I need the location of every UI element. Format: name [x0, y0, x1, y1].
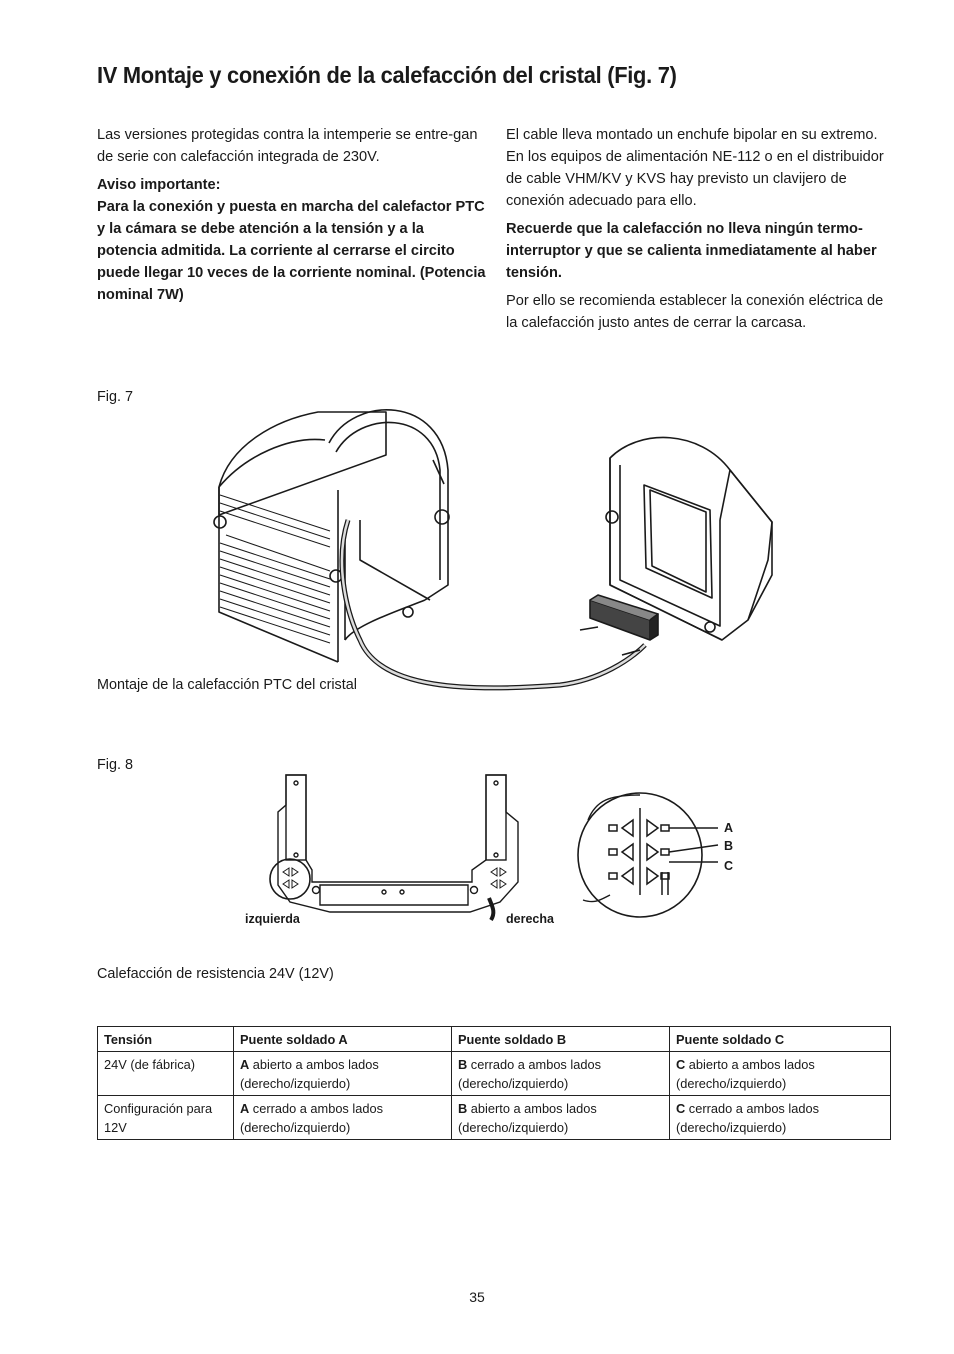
table-cell [234, 1052, 452, 1096]
fig7-caption: Montaje de la calefacción PTC del cristal [97, 677, 357, 693]
header-bridge-b: Puente soldado B [452, 1027, 670, 1052]
header-voltage: Tensión [98, 1027, 234, 1052]
bracket-board-drawing [270, 775, 518, 920]
bridge-state: abierto a ambos lados (derecho/izquierdo) [676, 1057, 815, 1091]
table-row [98, 1052, 891, 1096]
notice-heading: Aviso importante: [97, 177, 221, 193]
bridge-label-c: C [724, 859, 734, 873]
notice-body: Para la conexión y puesta en marcha del calefactor PTC y la cámara se debe atención a la tensión y a la potencia admitida. La corriente al cerrarse el circito puede llegar 10 veces de la corriente nominal. (Potencia nominal 7W) [97, 199, 486, 303]
table-cell [98, 1052, 234, 1096]
warning-paragraph: Recuerde que la calefacción no lleva ningún termo-interruptor y que se calienta inmediatamente al haber tensión. [506, 221, 877, 281]
fig8-caption: Calefacción de resistencia 24V (12V) [97, 966, 334, 982]
table-cell [452, 1096, 670, 1140]
fig8-label: Fig. 8 [97, 757, 133, 773]
fig7-label: Fig. 7 [97, 389, 133, 405]
housing-rear-drawing [606, 437, 772, 640]
header-bridge-c: Puente soldado C [670, 1027, 891, 1052]
left-column [97, 124, 487, 312]
bridge-key: A [240, 1101, 250, 1116]
ptc-heater-drawing [580, 595, 658, 655]
bridge-state: abierto a ambos lados (derecho/izquierdo) [458, 1101, 597, 1135]
bridge-state: cerrado a ambos lados (derecho/izquierdo) [676, 1101, 819, 1135]
right-column [506, 124, 890, 340]
bridge-label-b: B [724, 839, 734, 853]
right-side-label: derecha [506, 912, 554, 926]
voltage-value: Configuración para 12V [104, 1101, 213, 1135]
bridge-state: cerrado a ambos lados (derecho/izquierdo) [240, 1101, 383, 1135]
bridge-key: A [240, 1057, 250, 1072]
table-cell [98, 1096, 234, 1140]
left-side-label: izquierda [245, 912, 300, 926]
table-cell [452, 1052, 670, 1096]
table-cell [670, 1096, 891, 1140]
bridge-key: C [676, 1101, 686, 1116]
table-cell [670, 1052, 891, 1096]
bridge-state: cerrado a ambos lados (derecho/izquierdo) [458, 1057, 601, 1091]
solder-bridge-table [97, 1026, 891, 1140]
header-bridge-a: Puente soldado A [234, 1027, 452, 1052]
bridge-key: B [458, 1101, 468, 1116]
table-row [98, 1096, 891, 1140]
page-number: 35 [469, 1289, 485, 1305]
heating-cable-drawing [342, 520, 645, 688]
recommendation-paragraph: Por ello se recomienda establecer la conexión eléctrica de la calefacción justo antes de cerrar la carcasa. [506, 293, 884, 331]
page-title: IV Montaje y conexión de la calefacción del cristal (Fig. 7) [97, 62, 677, 88]
bridge-key: B [458, 1057, 468, 1072]
voltage-value: 24V (de fábrica) [104, 1057, 196, 1072]
bridge-label-a: A [724, 821, 734, 835]
solder-bridge-detail-drawing [578, 793, 718, 917]
housing-front-drawing [214, 410, 449, 662]
intro-paragraph: Las versiones protegidas contra la intemperie se entre-gan de serie con calefacción integrada de 230V. [97, 127, 478, 165]
cable-paragraph: El cable lleva montado un enchufe bipolar en su extremo. En los equipos de alimentación NE-112 o en el distribuidor de cable VHM/KV y KVS hay previsto un clavijero de conexión adecuado para ello. [506, 127, 884, 209]
bridge-state: abierto a ambos lados (derecho/izquierdo) [240, 1057, 379, 1091]
bridge-key: C [676, 1057, 686, 1072]
housing-ribs-drawing [220, 495, 330, 643]
table-cell [234, 1096, 452, 1140]
table-header-row [98, 1027, 891, 1052]
